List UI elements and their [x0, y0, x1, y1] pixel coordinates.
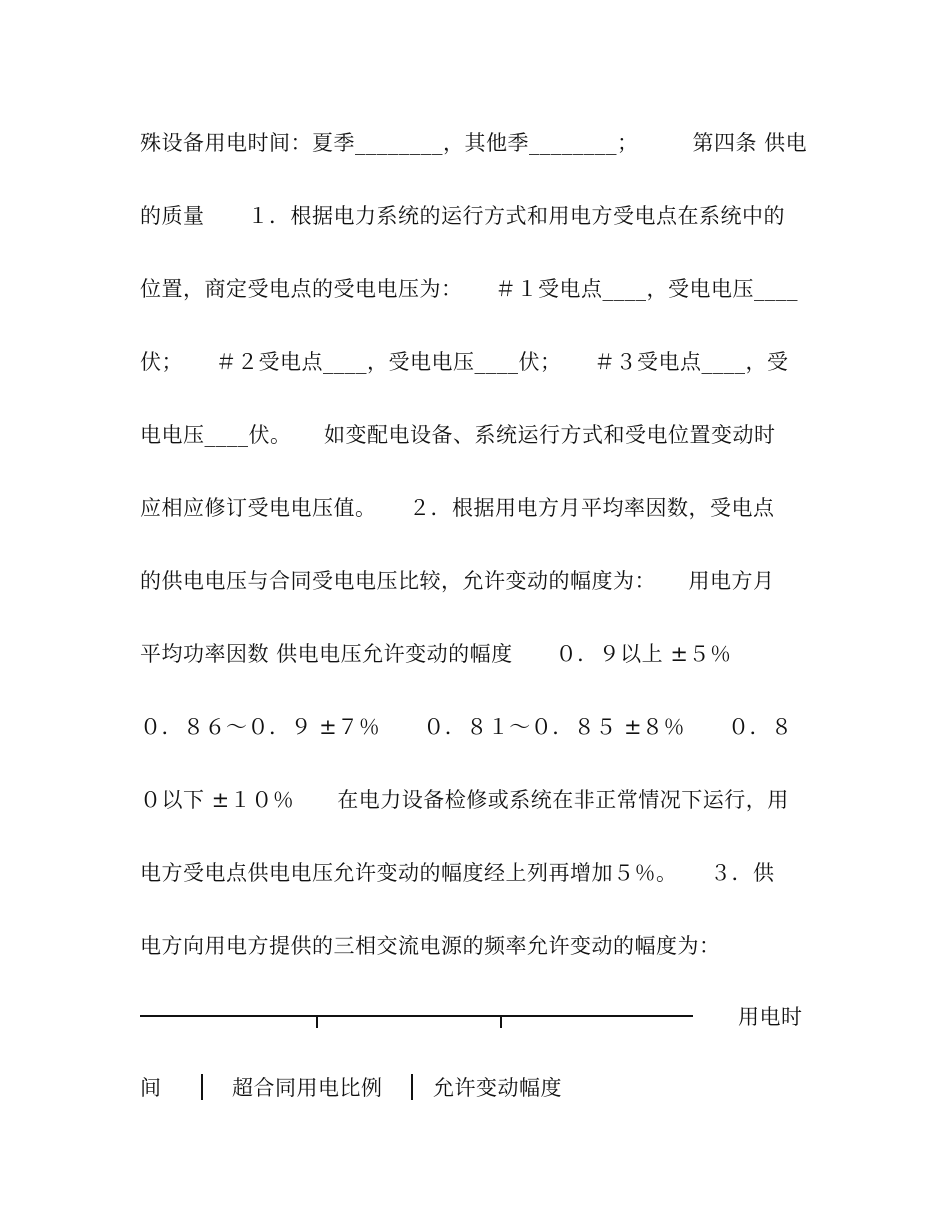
text-line-7: 的供电电压与合同受电电压比较，允许变动的幅度为： 用电方月	[140, 569, 775, 593]
text-line-9: ０．８６～０．９ ±７％ ０．８１～０．８５ ±８％ ０．８	[140, 715, 793, 739]
text-line-8: 平均功率因数 供电电压允许变动的幅度 ０．９以上 ±５％	[140, 642, 732, 666]
text-line-12: 电方向用电方提供的三相交流电源的频率允许变动的幅度为：	[140, 934, 721, 958]
text-line-3: 位置，商定受电点的受电电压为： ＃１受电点____，受电电压____	[140, 277, 798, 301]
text-line-4: 伏； ＃２受电点____，受电电压____伏； ＃３受电点____，受	[140, 350, 789, 374]
table-header-tail: 用电时	[738, 1005, 803, 1029]
text-line-10: ０以下 ±１０％ 在电力设备检修或系统在非正常情况下运行，用	[140, 788, 789, 812]
table-top-rule	[140, 1015, 693, 1017]
text-line-5: 电电压____伏。 如变配电设备、系统运行方式和受电位置变动时	[140, 423, 776, 447]
table-cell-ratio: 超合同用电比例	[232, 1076, 383, 1100]
table-cell-separator-1	[201, 1074, 203, 1100]
text-line-2: 的质量 １．根据电力系统的运行方式和用电方受电点在系统中的	[140, 204, 785, 228]
table-column-tick-2	[500, 1016, 502, 1028]
text-line-1: 殊设备用电时间：夏季________，其他季________； 第四条 供电	[140, 131, 808, 155]
text-line-6: 应相应修订受电电压值。 ２．根据用电方月平均率因数，受电点	[140, 496, 775, 520]
table-cell-range: 允许变动幅度	[433, 1076, 562, 1100]
table-column-tick-1	[316, 1016, 318, 1028]
table-cell-time: 间	[140, 1076, 162, 1100]
text-line-11: 电方受电点供电电压允许变动的幅度经上列再增加５％。 ３．供	[140, 861, 775, 885]
table-cell-separator-2	[411, 1074, 413, 1100]
